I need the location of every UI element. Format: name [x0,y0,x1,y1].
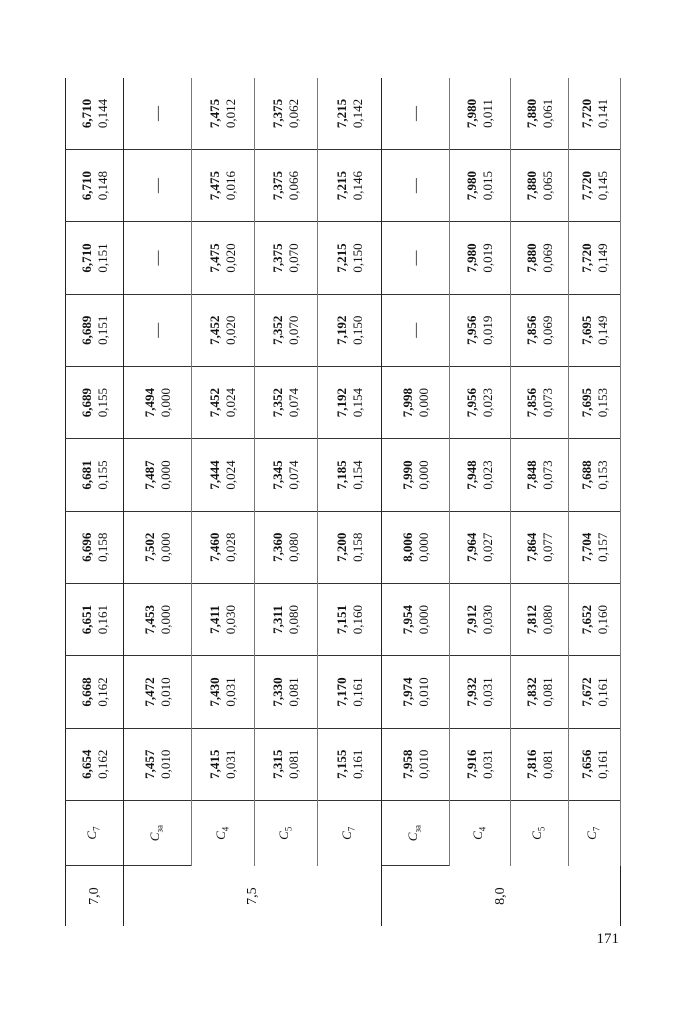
value-bottom: 0,030 [480,604,495,635]
value-top: 7,958 [399,749,415,779]
value-cell [192,366,255,438]
value-cell [382,366,450,438]
value-top: 7,475 [207,171,222,201]
value-cell [569,222,621,294]
table-row [450,78,511,926]
value-bottom: 0,150 [349,315,365,345]
value-cell [66,583,124,655]
value-top: 7,980 [464,171,479,201]
value-bottom: 0,000 [157,388,173,418]
value-cell [66,511,124,583]
ph-value: 7,0 [66,866,124,926]
value-bottom: 0,073 [539,460,555,490]
value-bottom: 0,161 [94,604,110,635]
value-cell [318,149,382,221]
value-top: 7,444 [207,460,222,490]
species-label: $C_4$ [192,800,255,865]
value-cell [450,728,511,800]
value-bottom: 0,031 [223,749,238,779]
value-cell [382,583,450,655]
value-cell [450,511,511,583]
value-cell [192,78,255,149]
value-top: 7,487 [141,460,157,490]
value-top: 7,215 [333,243,349,273]
value-bottom: 0,062 [286,98,301,129]
species-label: $C_7$ [66,800,124,865]
value-top: 7,672 [578,677,594,707]
value-top: 7,656 [578,749,594,779]
value-bottom: 0,023 [480,460,495,490]
value-top: 7,974 [399,677,415,707]
value-bottom: 0,027 [480,532,495,562]
value-top: 7,880 [523,243,539,273]
value-bottom: 0,019 [480,243,495,273]
value-top: 8,006 [399,532,415,562]
table-row [124,78,192,926]
value-top: 7,192 [333,388,349,418]
value-top: 7,170 [333,677,349,707]
value-cell [382,511,450,583]
value-top: 6,654 [78,749,94,779]
value-cell [192,656,255,728]
value-cell [255,294,318,366]
value-cell [382,149,450,221]
value-bottom: 0,010 [157,749,173,779]
value-bottom: 0,074 [286,388,301,418]
value-top: 7,200 [333,532,349,562]
value-cell [318,656,382,728]
value-bottom: 0,081 [286,677,301,707]
value-cell [382,78,450,149]
value-cell [569,149,621,221]
value-bottom: 0,149 [594,243,610,273]
value-cell [124,656,192,728]
value-cell [569,439,621,511]
value-cell [511,222,569,294]
value-bottom: 0,144 [94,98,110,129]
value-top: 6,689 [78,315,94,345]
value-top: 7,151 [333,604,349,635]
value-cell [66,439,124,511]
value-bottom: 0,080 [539,604,555,635]
value-bottom: 0,031 [480,677,495,707]
value-cell [255,222,318,294]
value-cell [511,439,569,511]
value-cell [511,78,569,149]
value-cell [382,439,450,511]
value-cell [192,439,255,511]
value-cell [255,78,318,149]
page-number: 171 [596,931,619,947]
value-top: — [407,250,424,266]
value-cell [124,78,192,149]
value-top: 7,215 [333,98,349,129]
value-cell [66,728,124,800]
value-bottom: 0,074 [286,460,301,490]
value-top: 7,475 [207,243,222,273]
value-top: 7,720 [578,171,594,201]
value-bottom: 0,011 [480,99,495,128]
value-top: 6,710 [78,171,94,201]
value-bottom: 0,141 [594,98,610,129]
table-row [569,78,621,926]
value-top: — [407,105,424,121]
value-bottom: 0,010 [415,749,431,779]
value-bottom: 0,000 [157,532,173,562]
value-top: — [149,178,166,194]
value-top: 6,710 [78,243,94,273]
value-top: 7,720 [578,243,594,273]
value-top: 7,192 [333,315,349,345]
value-top: 7,360 [270,532,285,562]
value-bottom: 0,162 [94,677,110,707]
value-bottom: 0,023 [480,388,495,418]
value-cell [318,511,382,583]
value-top: 6,651 [78,604,94,635]
value-cell [124,439,192,511]
value-cell [450,439,511,511]
value-cell [569,728,621,800]
value-top: 7,375 [270,171,285,201]
value-cell [569,78,621,149]
value-cell [66,222,124,294]
value-top: 7,185 [333,460,349,490]
value-top: 7,916 [464,749,479,779]
value-top: 7,956 [464,315,479,345]
value-cell [569,511,621,583]
value-bottom: 0,028 [223,532,238,562]
value-cell [66,149,124,221]
value-cell [255,366,318,438]
value-bottom: 0,066 [286,171,301,201]
value-top: 7,880 [523,98,539,129]
value-top: 7,956 [464,388,479,418]
value-top: 7,460 [207,532,222,562]
value-cell [255,511,318,583]
value-top: 7,856 [523,315,539,345]
value-cell [382,728,450,800]
value-cell [318,439,382,511]
value-bottom: 0,146 [349,171,365,201]
value-bottom: 0,070 [286,315,301,345]
value-bottom: 0,153 [594,460,610,490]
species-label: $C_4$ [450,800,511,865]
value-top: — [407,322,424,338]
value-cell [255,728,318,800]
value-top: 7,980 [464,98,479,129]
value-bottom: 0,154 [349,460,365,490]
value-cell [192,583,255,655]
value-cell [450,583,511,655]
value-bottom: 0,069 [539,315,555,345]
value-top: 7,964 [464,532,479,562]
value-top: 7,832 [523,677,539,707]
value-bottom: 0,000 [415,388,431,418]
value-top: 7,494 [141,388,157,418]
species-label: $C_5$ [511,800,569,865]
value-cell [450,656,511,728]
value-bottom: 0,160 [594,604,610,635]
value-top: — [149,322,166,338]
value-top: 7,816 [523,749,539,779]
value-cell [318,366,382,438]
value-top: 7,352 [270,315,285,345]
value-bottom: 0,000 [415,604,431,635]
value-top: 7,411 [207,605,222,634]
value-top: 7,864 [523,532,539,562]
value-bottom: 0,154 [349,388,365,418]
value-cell [450,294,511,366]
value-top: 7,932 [464,677,479,707]
value-cell [255,149,318,221]
value-bottom: 0,150 [349,243,365,273]
value-top: — [149,250,166,266]
value-cell [124,366,192,438]
table-row [255,78,318,926]
table-row [511,78,569,926]
value-bottom: 0,024 [223,388,238,418]
value-bottom: 0,010 [415,677,431,707]
value-top: 7,457 [141,749,157,779]
value-bottom: 0,020 [223,315,238,345]
value-top: 7,375 [270,98,285,129]
value-top: 7,704 [578,532,594,562]
value-top: 7,475 [207,98,222,129]
value-cell [450,222,511,294]
value-bottom: 0,157 [594,532,610,562]
value-cell [511,511,569,583]
species-label: $C_7$ [318,800,382,865]
value-cell [511,656,569,728]
value-bottom: 0,081 [539,677,555,707]
value-cell [124,583,192,655]
value-cell [318,583,382,655]
value-bottom: 0,073 [539,388,555,418]
value-top: 7,720 [578,98,594,129]
table-row [318,78,382,926]
value-bottom: 0,081 [539,749,555,779]
value-bottom: 0,161 [594,677,610,707]
value-cell [66,366,124,438]
value-bottom: 0,000 [157,604,173,635]
value-top: 7,812 [523,604,539,635]
value-bottom: 0,019 [480,315,495,345]
value-bottom: 0,153 [594,388,610,418]
value-top: 6,710 [78,98,94,129]
value-cell [192,294,255,366]
value-bottom: 0,158 [349,532,365,562]
value-bottom: 0,151 [94,243,110,273]
value-bottom: 0,151 [94,315,110,345]
value-cell [450,149,511,221]
ph-value: 7,5 [124,866,382,926]
value-top: 7,311 [270,605,285,634]
value-cell [382,294,450,366]
value-cell [511,149,569,221]
value-top: 7,215 [333,171,349,201]
value-bottom: 0,161 [594,749,610,779]
value-cell [511,728,569,800]
value-bottom: 0,077 [539,532,555,562]
value-bottom: 0,016 [223,171,238,201]
value-bottom: 0,065 [539,171,555,201]
value-bottom: 0,142 [349,98,365,129]
value-bottom: 0,080 [286,604,301,635]
value-top: 7,375 [270,243,285,273]
value-cell [192,511,255,583]
value-cell [569,656,621,728]
value-cell [318,78,382,149]
value-bottom: 0,081 [286,749,301,779]
value-top: 7,452 [207,388,222,418]
species-label: $C_7$ [569,800,621,865]
value-cell [124,222,192,294]
value-bottom: 0,020 [223,243,238,273]
value-top: 7,155 [333,749,349,779]
value-cell [124,149,192,221]
value-cell [569,294,621,366]
value-top: 7,856 [523,388,539,418]
value-top: 7,880 [523,171,539,201]
value-top: 7,688 [578,460,594,490]
value-bottom: 0,158 [94,532,110,562]
value-cell [66,78,124,149]
species-label: $C_5$ [255,800,318,865]
value-bottom: 0,145 [594,171,610,201]
value-cell [124,294,192,366]
value-bottom: 0,024 [223,460,238,490]
value-cell [511,366,569,438]
value-top: 7,345 [270,460,285,490]
value-cell [124,728,192,800]
value-bottom: 0,000 [415,460,431,490]
value-cell [511,294,569,366]
value-top: 6,689 [78,388,94,418]
value-bottom: 0,010 [157,677,173,707]
value-top: 7,948 [464,460,479,490]
value-bottom: 0,015 [480,171,495,201]
value-bottom: 0,155 [94,460,110,490]
rotated-table-frame [65,78,620,926]
value-bottom: 0,031 [223,677,238,707]
value-top: 7,848 [523,460,539,490]
value-top: 7,430 [207,677,222,707]
table-row [382,78,450,926]
value-top: — [149,105,166,121]
value-bottom: 0,070 [286,243,301,273]
value-cell [255,583,318,655]
value-top: 7,352 [270,388,285,418]
value-cell [569,366,621,438]
value-top: 7,453 [141,604,157,635]
value-top: 7,330 [270,677,285,707]
value-bottom: 0,069 [539,243,555,273]
value-top: 7,954 [399,604,415,635]
value-cell [192,149,255,221]
value-top: 7,695 [578,315,594,345]
value-bottom: 0,000 [415,532,431,562]
value-top: 7,315 [270,749,285,779]
value-top: 7,472 [141,677,157,707]
value-top: 7,980 [464,243,479,273]
value-top: 7,912 [464,604,479,635]
value-top: 7,695 [578,388,594,418]
value-cell [382,656,450,728]
value-bottom: 0,161 [349,677,365,707]
data-table [65,78,621,926]
value-cell [66,656,124,728]
ph-value: 8,0 [382,866,621,926]
value-cell [511,583,569,655]
value-bottom: 0,161 [349,749,365,779]
value-cell [192,728,255,800]
value-top: 7,415 [207,749,222,779]
value-bottom: 0,080 [286,532,301,562]
value-bottom: 0,155 [94,388,110,418]
value-bottom: 0,061 [539,98,555,129]
value-bottom: 0,000 [157,460,173,490]
value-cell [255,439,318,511]
value-top: 7,998 [399,388,415,418]
value-top: 6,681 [78,460,94,490]
value-bottom: 0,162 [94,749,110,779]
value-cell [124,511,192,583]
value-bottom: 0,148 [94,171,110,201]
value-cell [318,728,382,800]
value-cell [569,583,621,655]
value-top: 7,452 [207,315,222,345]
value-bottom: 0,160 [349,604,365,635]
value-cell [192,222,255,294]
value-top: 6,668 [78,677,94,707]
value-top: — [407,178,424,194]
value-bottom: 0,012 [223,98,238,129]
table-row [192,78,255,926]
value-cell [318,294,382,366]
value-top: 7,990 [399,460,415,490]
species-label: $C_{за}$ [382,800,450,865]
value-cell [255,656,318,728]
species-label: $C_{за}$ [124,800,192,865]
value-bottom: 0,031 [480,749,495,779]
value-cell [66,294,124,366]
value-top: 6,696 [78,532,94,562]
table-row [66,78,124,926]
value-bottom: 0,030 [223,604,238,635]
value-cell [382,222,450,294]
value-bottom: 0,149 [594,315,610,345]
value-cell [450,366,511,438]
value-top: 7,652 [578,604,594,635]
value-cell [318,222,382,294]
value-cell [450,78,511,149]
value-top: 7,502 [141,532,157,562]
